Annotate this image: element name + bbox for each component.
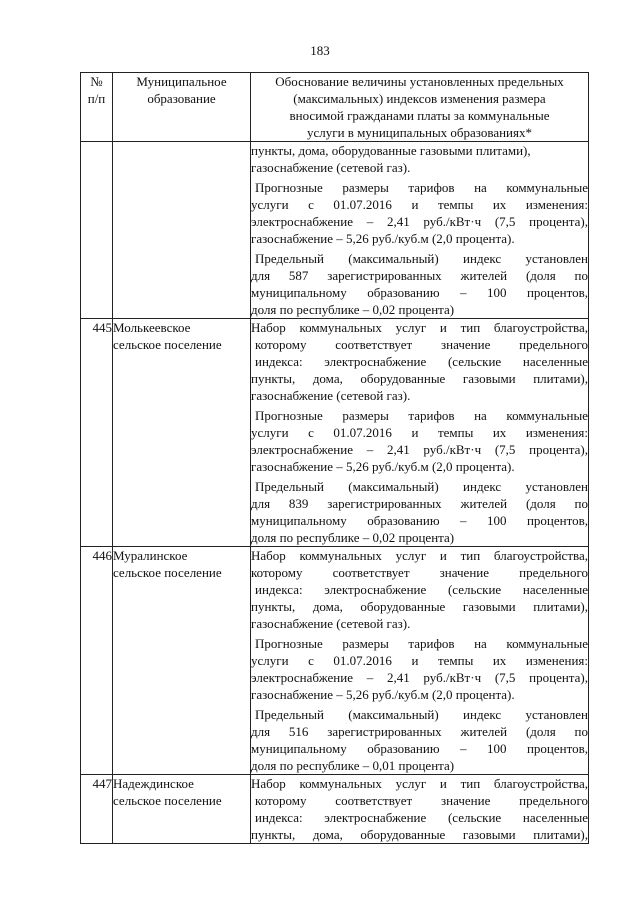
table-header-row	[81, 73, 589, 142]
header-num-line: п/п	[87, 91, 106, 106]
text-line: муниципальному образованию – 100 процентов,	[251, 741, 588, 756]
text-line: газоснабжение (сетевой газ).	[251, 616, 411, 631]
text-line: Прогнозные размеры тарифов на коммунальные	[255, 180, 588, 195]
municipality-name: Молькеевское	[113, 320, 191, 335]
municipality-name: Надеждинское	[113, 776, 194, 791]
text-line: которому соответствует значение предельного	[255, 337, 588, 352]
table-row-446	[81, 547, 589, 775]
header-justification-line: вносимой гражданами платы за коммунальные	[289, 108, 550, 123]
municipality-type: сельское поселение	[113, 337, 222, 352]
text-line: газоснабжение (сетевой газ).	[251, 160, 411, 175]
text-line: Набор коммунальных услуг и тип благоустройства,	[251, 776, 588, 791]
text-line: индекса: электроснабжение (сельские населенные	[255, 354, 588, 369]
text-line: электроснабжение – 2,41 руб./кВт·ч (7,5 процента),	[251, 214, 588, 229]
row-justification	[251, 775, 589, 844]
text-line: Предельный (максимальный) индекс установлен	[255, 707, 588, 722]
text-line: Набор коммунальных услуг и тип благоустройства,	[251, 548, 588, 563]
text-line: пункты, дома, оборудованные газовыми плитами),	[251, 827, 588, 842]
text-line: услуги с 01.07.2016 и темпы их изменения:	[251, 197, 588, 212]
text-line: газоснабжение – 5,26 руб./куб.м (2,0 процента).	[251, 687, 515, 702]
row-justification	[251, 142, 589, 319]
header-municipality-line: образование	[147, 91, 216, 106]
text-line: пункты, дома, оборудованные газовыми плитами),	[251, 599, 588, 614]
header-num-line: №	[90, 74, 103, 89]
text-line: индекса: электроснабжение (сельские населенные	[255, 582, 588, 597]
page-number: 183	[310, 43, 330, 58]
tariff-table	[80, 72, 589, 844]
municipality-type: сельское поселение	[113, 793, 222, 808]
text-line: газоснабжение – 5,26 руб./куб.м (2,0 процента).	[251, 231, 515, 246]
text-line: для 516 зарегистрированных жителей (доля по	[251, 724, 588, 739]
text-line: доля по республике – 0,02 процента)	[251, 530, 455, 545]
text-line: для 587 зарегистрированных жителей (доля по	[251, 268, 588, 283]
row-num: 447	[81, 775, 113, 844]
text-line: Прогнозные размеры тарифов на коммунальные	[255, 408, 588, 423]
header-justification-line: (максимальных) индексов изменения размера	[293, 91, 546, 106]
row-municipality	[113, 547, 251, 775]
header-justification	[251, 73, 589, 142]
row-justification	[251, 547, 589, 775]
text-line: пункты, дома, оборудованные газовыми плитами),	[251, 143, 531, 158]
row-num	[81, 142, 113, 319]
row-municipality	[113, 142, 251, 319]
text-line: газоснабжение (сетевой газ).	[251, 388, 411, 403]
header-municipality-line: Муниципальное	[136, 74, 227, 89]
text-line: которому соответствует значение предельного	[251, 565, 588, 580]
text-line: услуги с 01.07.2016 и темпы их изменения:	[251, 425, 588, 440]
table-row-continuation	[81, 142, 589, 319]
header-num	[81, 73, 113, 142]
text-line: услуги с 01.07.2016 и темпы их изменения:	[251, 653, 588, 668]
text-line: индекса: электроснабжение (сельские населенные	[255, 810, 588, 825]
text-line: муниципальному образованию – 100 процентов,	[251, 285, 588, 300]
header-justification-line: Обоснование величины установленных предельных	[275, 74, 564, 89]
row-justification	[251, 319, 589, 547]
text-line: электроснабжение – 2,41 руб./кВт·ч (7,5 процента),	[251, 670, 588, 685]
text-line: Предельный (максимальный) индекс установлен	[255, 251, 588, 266]
table-row-447	[81, 775, 589, 844]
municipality-name: Муралинское	[113, 548, 188, 563]
row-municipality	[113, 319, 251, 547]
text-line: пункты, дома, оборудованные газовыми плитами),	[251, 371, 588, 386]
text-line: Предельный (максимальный) индекс установлен	[255, 479, 588, 494]
row-municipality	[113, 775, 251, 844]
text-line: доля по республике – 0,02 процента)	[251, 302, 455, 317]
municipality-type: сельское поселение	[113, 565, 222, 580]
header-justification-line: услуги в муниципальных образованиях*	[306, 125, 532, 140]
table-row-445	[81, 319, 589, 547]
row-num: 445	[81, 319, 113, 547]
text-line: газоснабжение – 5,26 руб./куб.м (2,0 процента).	[251, 459, 515, 474]
header-municipality	[113, 73, 251, 142]
text-line: для 839 зарегистрированных жителей (доля по	[251, 496, 588, 511]
text-line: которому соответствует значение предельного	[255, 793, 588, 808]
row-num: 446	[81, 547, 113, 775]
text-line: Набор коммунальных услуг и тип благоустройства,	[251, 320, 588, 335]
text-line: Прогнозные размеры тарифов на коммунальные	[255, 636, 588, 651]
text-line: электроснабжение – 2,41 руб./кВт·ч (7,5 процента),	[251, 442, 588, 457]
text-line: муниципальному образованию – 100 процентов,	[251, 513, 588, 528]
text-line: доля по республике – 0,01 процента)	[251, 758, 455, 773]
